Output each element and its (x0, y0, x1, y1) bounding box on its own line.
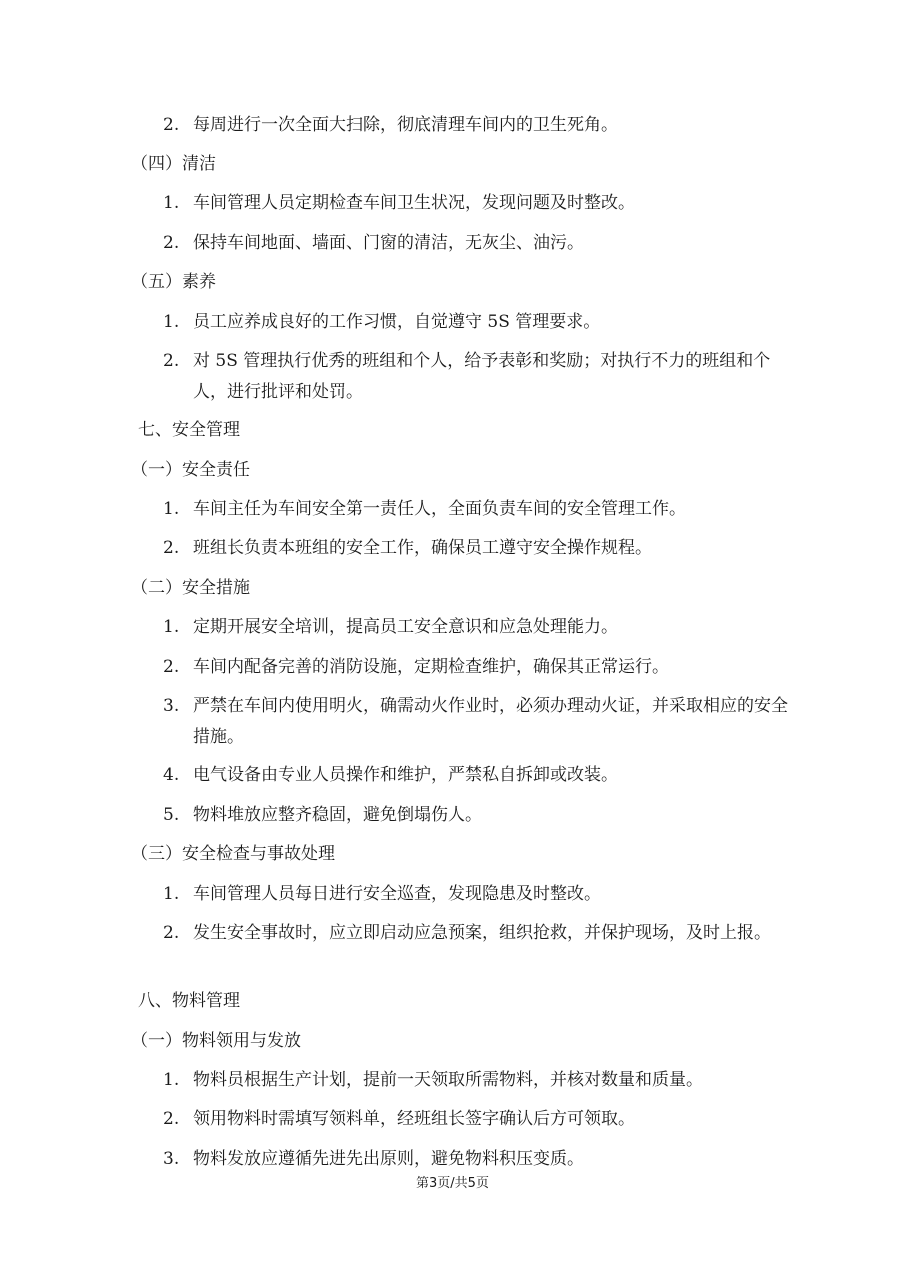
list-item-number: 1. (163, 312, 180, 332)
list-item-text: 领用物料时需填写领料单，经班组长签字确认后方可领取。 (193, 1109, 635, 1129)
list-item-number: 3. (163, 696, 180, 716)
list-item-text: 物料员根据生产计划，提前一天领取所需物料，并核对数量和质量。 (193, 1070, 703, 1090)
section-heading: 八、物料管理 (138, 991, 240, 1011)
list-item-number: 2. (163, 233, 180, 253)
list-item-text: 车间内配备完善的消防设施，定期检查维护，确保其正常运行。 (193, 657, 669, 677)
list-item-text: 定期开展安全培训，提高员工安全意识和应急处理能力。 (193, 617, 618, 637)
subsection-heading: （一）物料领用与发放 (131, 1031, 301, 1051)
subsection-heading: （四）清洁 (131, 154, 216, 174)
list-item-text: 车间主任为车间安全第一责任人，全面负责车间的安全管理工作。 (193, 499, 686, 519)
list-item-number: 1. (163, 1070, 180, 1090)
list-item-number: 4. (163, 765, 180, 785)
list-item-text: 电气设备由专业人员操作和维护，严禁私自拆卸或改装。 (193, 765, 618, 785)
list-item-number: 5. (163, 805, 180, 825)
subsection-heading: （二）安全措施 (131, 578, 250, 598)
list-item-number: 2. (163, 115, 180, 135)
list-item-number: 2. (163, 538, 180, 558)
list-item-number: 1. (163, 884, 180, 904)
list-item-text: 发生安全事故时，应立即启动应急预案，组织抢救，并保护现场，及时上报。 (193, 923, 771, 943)
list-item-number: 1. (163, 499, 180, 519)
list-item-number: 2. (163, 351, 180, 371)
list-item-text: 每周进行一次全面大扫除，彻底清理车间内的卫生死角。 (193, 115, 618, 135)
subsection-heading: （三）安全检查与事故处理 (131, 844, 335, 864)
list-item-text: 员工应养成良好的工作习惯，自觉遵守 5S 管理要求。 (193, 312, 601, 332)
list-item-number: 2. (163, 1109, 180, 1129)
subsection-heading: （一）安全责任 (131, 460, 250, 480)
list-item-number: 1. (163, 193, 180, 213)
page-footer: 第3页/共5页 (416, 1176, 489, 1191)
list-item-text: 车间管理人员每日进行安全巡查，发现隐患及时整改。 (193, 884, 601, 904)
list-item-number: 3. (163, 1149, 180, 1169)
list-item-number: 2. (163, 923, 180, 943)
list-item-text: 严禁在车间内使用明火，确需动火作业时，必须办理动火证，并采取相应的安全措施。 (193, 696, 788, 747)
list-item-text: 对 5S 管理执行优秀的班组和个人，给予表彰和奖励；对执行不力的班组和个人，进行批评和处罚。 (193, 351, 771, 402)
list-item-text: 保持车间地面、墙面、门窗的清洁，无灰尘、油污。 (193, 233, 584, 253)
list-item-number: 2. (163, 657, 180, 677)
list-item-text: 物料堆放应整齐稳固，避免倒塌伤人。 (193, 805, 482, 825)
list-item-text: 车间管理人员定期检查车间卫生状况，发现问题及时整改。 (193, 193, 635, 213)
list-item-number: 1. (163, 617, 180, 637)
list-item-text: 物料发放应遵循先进先出原则，避免物料积压变质。 (193, 1149, 584, 1169)
section-heading: 七、安全管理 (138, 420, 240, 440)
subsection-heading: （五）素养 (131, 272, 216, 292)
list-item-text: 班组长负责本班组的安全工作，确保员工遵守安全操作规程。 (193, 538, 652, 558)
